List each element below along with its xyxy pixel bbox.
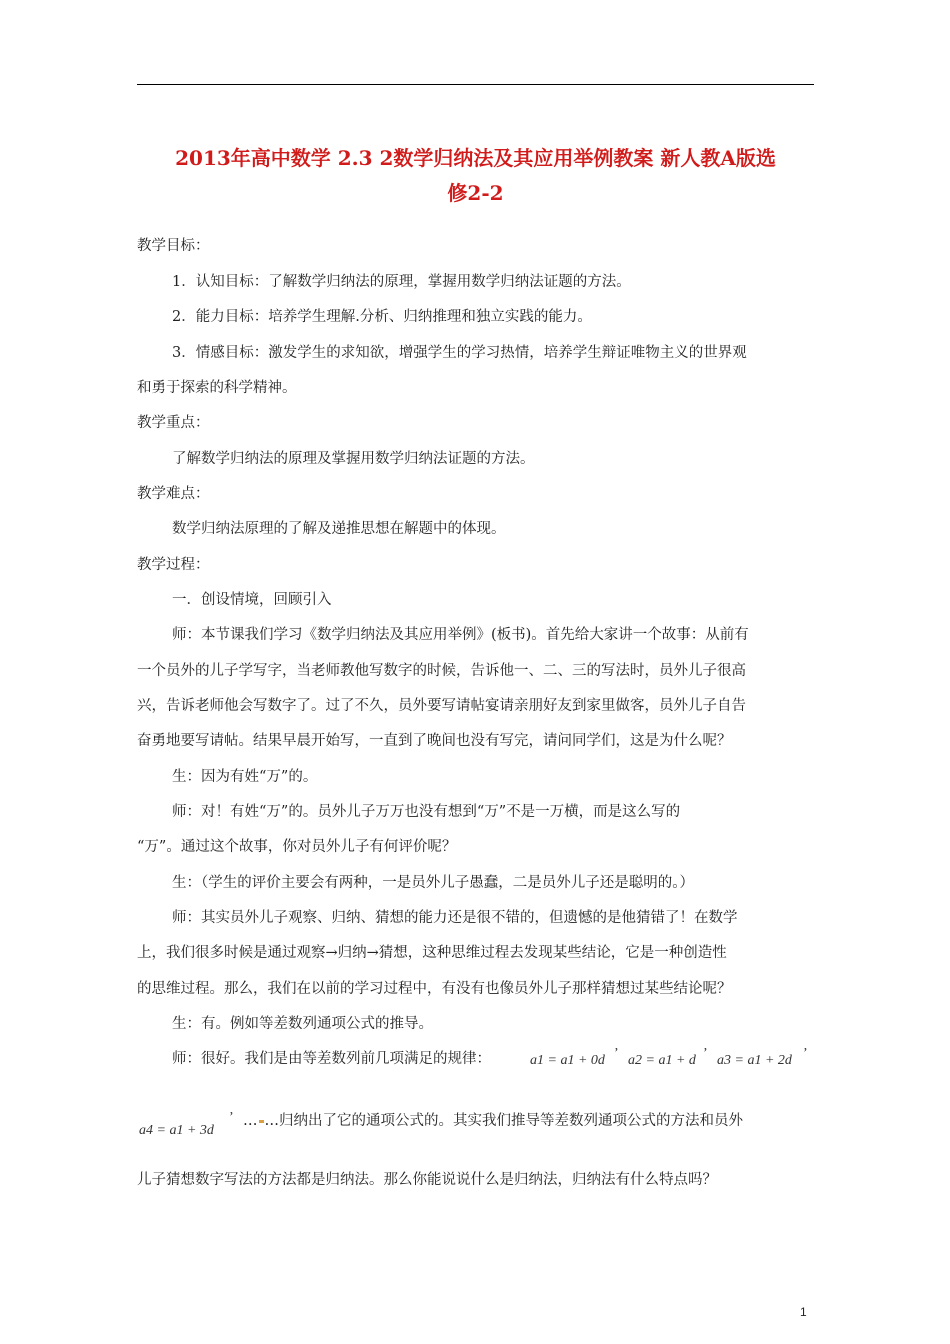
difficulties: 数学归纳法原理的了解及递推思想在解题中的体现。 <box>172 521 506 537</box>
goal-2: 2．能力目标：培养学生理解.分析、归纳推理和独立实践的能力。 <box>172 309 592 325</box>
doc-title-line2: 修2-2 <box>447 181 504 205</box>
formula-a2 <box>628 1053 696 1069</box>
formula-separator-2: ’ <box>703 1046 708 1061</box>
header-rule <box>137 84 814 85</box>
heading-difficulties: 教学难点： <box>137 486 210 502</box>
paragraph-2: 生：因为有姓“万”的。 <box>172 769 318 785</box>
paragraph-8-line1-text: 归纳出了它的通项公式的。其实我们推导等差数列通项公式的方法和员外 <box>279 1113 743 1129</box>
formula-separator-4: ’ <box>229 1110 234 1125</box>
formula-separator-3: ’ <box>803 1046 808 1061</box>
formula-a2-text: a2 = a1 + d <box>628 1053 696 1068</box>
formula-a4-text: a4 = a1 + 3d <box>139 1123 214 1138</box>
paragraph-5-line2: 上，我们很多时候是通过观察→归纳→猜想，这种思维过程去发现某些结论，它是一种创造性 <box>137 945 727 961</box>
ellipsis-1: … <box>243 1113 258 1129</box>
heading-goals: 教学目标： <box>137 238 210 254</box>
paragraph-5-line1: 师：其实员外儿子观察、归纳、猜想的能力还是很不错的，但遗憾的是他猜错了！在数学 <box>172 910 738 926</box>
key-points: 了解数学归纳法的原理及掌握用数学归纳法证题的方法。 <box>172 451 535 467</box>
paragraph-3-line1: 师：对！有姓“万”的。员外儿子万万也没有想到“万”不是一万横，而是这么写的 <box>172 804 681 820</box>
ellipsis-dot-mark <box>259 1120 264 1123</box>
paragraph-8-line1 <box>243 1111 814 1131</box>
paragraph-1-line3: 兴，告诉老师他会写数字了。过了不久，员外要写请帖宴请亲朋好友到家里做客，员外儿子自告 <box>137 698 746 714</box>
paragraph-1-line2: 一个员外的儿子学写字，当老师教他写数字的时候，告诉他一、二、三的写法时，员外儿子很高 <box>137 663 746 679</box>
paragraph-5-line3: 的思维过程。那么，我们在以前的学习过程中，有没有也像员外儿子那样猜想过某些结论呢？ <box>137 981 732 997</box>
paragraph-8-line2: 儿子猜想数字写法的方法都是归纳法。那么你能说说什么是归纳法，归纳法有什么特点吗？ <box>137 1172 717 1188</box>
section-1-title: 一．创设情境，回顾引入 <box>172 592 332 608</box>
paragraph-1-line1: 师：本节课我们学习《数学归纳法及其应用举例》(板书)。首先给大家讲一个故事：从前有 <box>172 627 749 643</box>
formula-a3 <box>717 1053 792 1069</box>
paragraph-6: 生：有。例如等差数列通项公式的推导。 <box>172 1016 433 1032</box>
formula-separator-1: ’ <box>614 1046 619 1061</box>
formula-a4 <box>139 1123 214 1139</box>
formula-a1 <box>530 1053 605 1069</box>
formula-a1-text: a1 = a1 + 0d <box>530 1053 605 1068</box>
formula-a3-text: a3 = a1 + 2d <box>717 1053 792 1068</box>
paragraph-1-line4: 奋勇地要写请帖。结果早晨开始写，一直到了晚间也没有写完，请问同学们，这是为什么呢？ <box>137 733 732 749</box>
ellipsis-2: … <box>264 1113 279 1129</box>
goal-3-line2: 和勇于探索的科学精神。 <box>137 380 297 396</box>
paragraph-7-line1: 师：很好。我们是由等差数列前几项满足的规律： <box>172 1051 491 1067</box>
paragraph-4: 生：（学生的评价主要会有两种，一是员外儿子愚蠢，二是员外儿子还是聪明的。） <box>172 875 694 891</box>
page-number: 1 <box>800 1305 807 1319</box>
goal-1: 1．认知目标：了解数学归纳法的原理，掌握用数学归纳法证题的方法。 <box>172 274 631 290</box>
goal-3-line1: 3．情感目标：激发学生的求知欲，增强学生的学习热情，培养学生辩证唯物主义的世界观 <box>172 345 747 361</box>
doc-title-line1: 2013年高中数学 2.3 2数学归纳法及其应用举例教案 新人教A版选 <box>175 146 776 170</box>
heading-process: 教学过程： <box>137 557 210 573</box>
paragraph-3-line2: “万”。通过这个故事，你对员外儿子有何评价呢？ <box>137 839 457 855</box>
heading-key-points: 教学重点： <box>137 415 210 431</box>
